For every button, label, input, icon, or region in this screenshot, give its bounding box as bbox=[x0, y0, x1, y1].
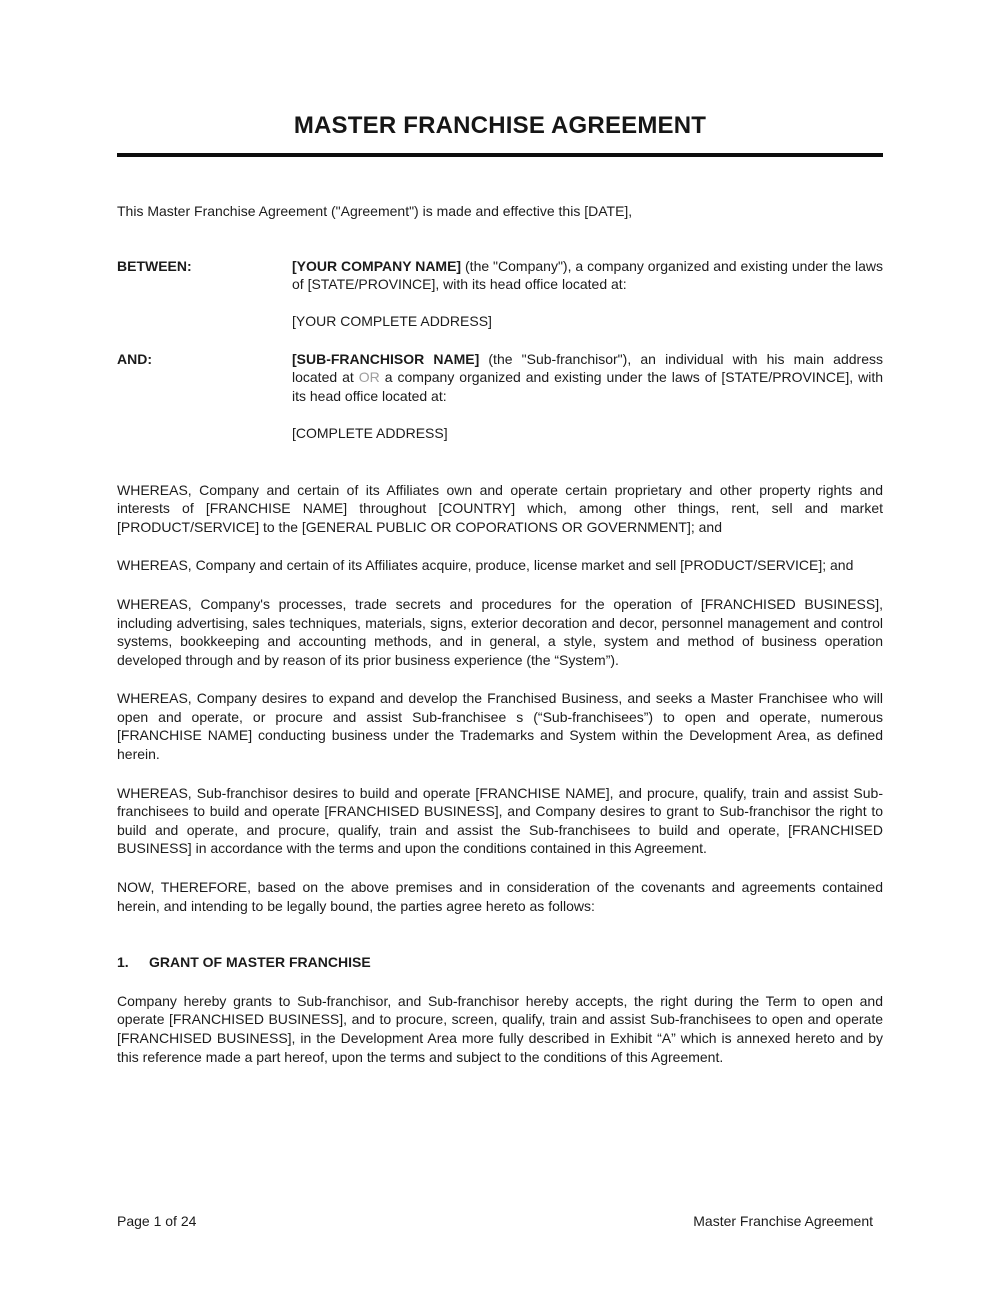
parties-section bbox=[117, 257, 883, 443]
document-title: MASTER FRANCHISE AGREEMENT bbox=[293, 112, 707, 139]
sub-franchisor-address-spacer bbox=[117, 424, 292, 443]
recital-paragraph-4: WHEREAS, Company desires to expand and develop the Franchised Business, and seeks a Master Franchisee who will open and operate, or procure and assist Sub-franchisee s (“Sub-franchisees”) to open and operate, numerous [FRANCHISE NAME] conducting business under the Trademarks and System within the Development Area, as defined herein. bbox=[117, 690, 883, 763]
company-address-spacer bbox=[117, 312, 292, 331]
footer-document-name: Master Franchise Agreement bbox=[693, 1213, 873, 1229]
footer-page-number: Page 1 of 24 bbox=[117, 1213, 197, 1229]
and-description-text-1: (the "Sub-franchisor"), an individual with his main address located at bbox=[292, 350, 883, 386]
or-keyword: OR bbox=[358, 369, 380, 386]
sub-franchisor-address-placeholder: [COMPLETE ADDRESS] bbox=[292, 424, 448, 441]
recital-paragraph-2: WHEREAS, Company and certain of its Affiliates acquire, produce, license market and sell [PRODUCT/SERVICE]; and bbox=[117, 557, 854, 574]
between-description-text: (the "Company"), a company organized and existing under the laws of [STATE/PROVINCE], with its head office located at: bbox=[292, 257, 883, 293]
company-address-placeholder: [YOUR COMPLETE ADDRESS] bbox=[292, 313, 492, 330]
recital-paragraph-3: WHEREAS, Company's processes, trade secrets and procedures for the operation of [FRANCHISED BUSINESS], including advertising, sales techniques, materials, signs, exterior decoration and decor, personnel management and control systems, bookkeeping and accounting methods, and in general, a style, system and method of business operation developed through and by reason of its prior business experience (the “System”). bbox=[117, 595, 883, 668]
between-label: BETWEEN: bbox=[117, 257, 192, 274]
intro-paragraph: This Master Franchise Agreement ("Agreement") is made and effective this [DATE], bbox=[117, 203, 633, 219]
page-footer bbox=[117, 1212, 873, 1231]
company-name-placeholder: [YOUR COMPANY NAME] bbox=[292, 257, 462, 274]
section-1-heading bbox=[117, 953, 883, 972]
company-address-row bbox=[117, 312, 883, 331]
recital-paragraph-5: WHEREAS, Sub-franchisor desires to build and operate [FRANCHISE NAME], and procure, qualify, train and assist Sub-franchisees to build and operate [FRANCHISED BUSINESS], and Company desires to grant to Sub-franchisor the right to build and operate, and procure, qualify, train and assist the Sub-franchisees to build and operate, [FRANCHISED BUSINESS] in accordance with the terms and upon the conditions contained in this Agreement. bbox=[117, 784, 883, 857]
and-description-text-2: a company organized and existing under the laws of [STATE/PROVINCE], with its head office located at: bbox=[292, 369, 883, 404]
between-description bbox=[292, 257, 883, 294]
section-1-title: GRANT OF MASTER FRANCHISE bbox=[149, 954, 371, 971]
recital-paragraph-1: WHEREAS, Company and certain of its Affiliates own and operate certain proprietary and other property rights and interests of [FRANCHISE NAME] throughout [COUNTRY] which, among other things, rent, sell and market [PRODUCT/SERVICE] to the [GENERAL PUBLIC OR COPORATIONS OR GOVERNMENT]; and bbox=[117, 481, 883, 535]
section-1-number: 1. bbox=[117, 954, 129, 971]
title-divider-rule bbox=[117, 153, 883, 157]
and-row bbox=[117, 350, 883, 406]
now-therefore-paragraph: NOW, THEREFORE, based on the above premises and in consideration of the covenants and agreements contained herein, and intending to be legally bound, the parties agree hereto as follows: bbox=[117, 879, 883, 914]
sub-franchisor-name-placeholder: [SUB-FRANCHISOR NAME] bbox=[292, 350, 480, 367]
section-1-body-paragraph: Company hereby grants to Sub-franchisor, and Sub-franchisor hereby accepts, the right during the Term to open and operate [FRANCHISED BUSINESS], and to procure, screen, qualify, train and assist Sub-franchisees to open and operate [FRANCHISED BUSINESS], in the Development Area more fully described in Exhibit “A” which is annexed hereto and by this reference made a part hereof, upon the terms and subject to the conditions of this Agreement. bbox=[117, 992, 883, 1065]
sub-franchisor-address-row bbox=[117, 424, 883, 443]
and-description bbox=[292, 350, 883, 406]
and-label: AND: bbox=[117, 350, 152, 367]
between-row bbox=[117, 257, 883, 294]
